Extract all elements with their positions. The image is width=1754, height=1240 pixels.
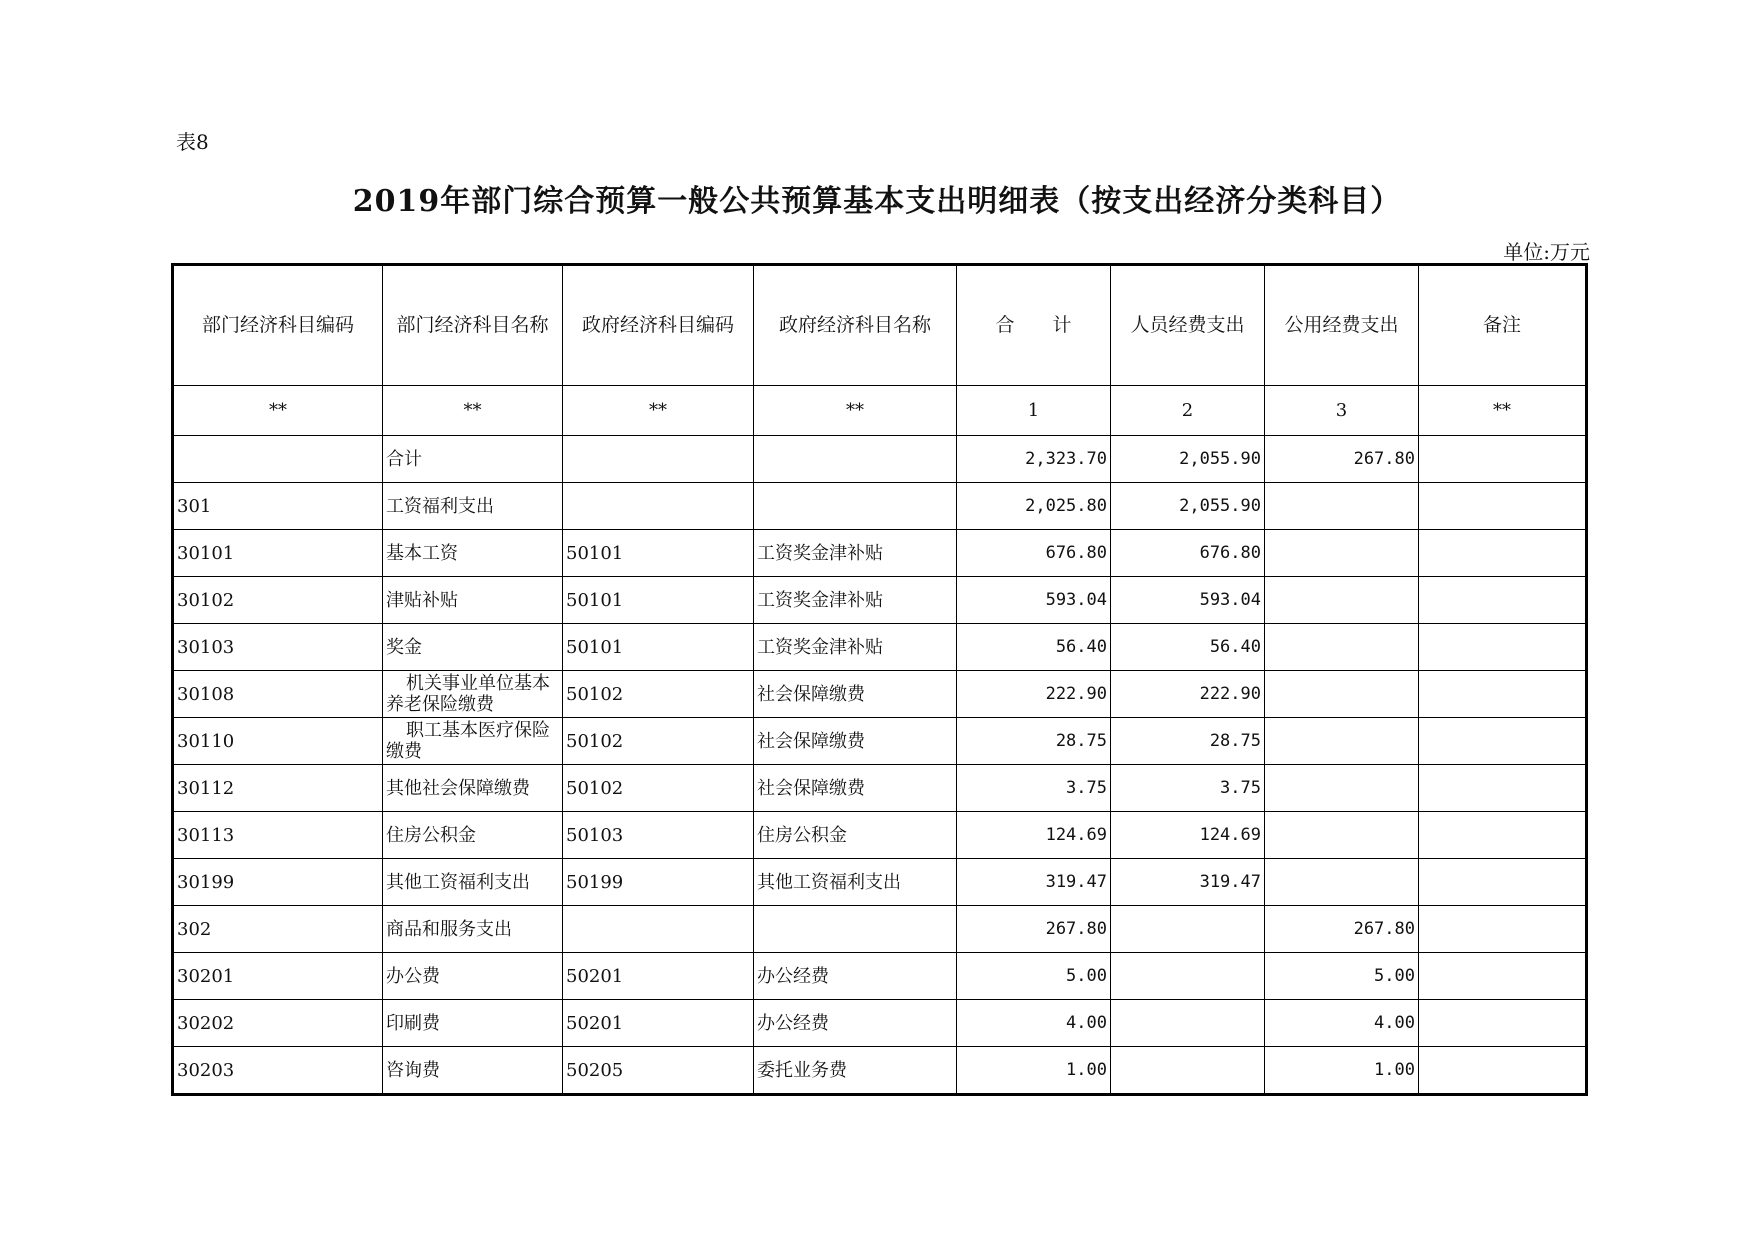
dept-name-cell: 商品和服务支出	[383, 906, 563, 953]
dept-name-cell: 合计	[383, 436, 563, 483]
note-cell	[1419, 436, 1587, 483]
public-cell: 267.80	[1265, 906, 1419, 953]
dept-code-cell: 30101	[173, 530, 383, 577]
dept-name-cell: 职工基本医疗保险缴费	[383, 718, 563, 765]
gov-name-cell: 工资奖金津补贴	[754, 577, 957, 624]
dept-name-cell: 咨询费	[383, 1047, 563, 1095]
gov-name-cell: 办公经费	[754, 1000, 957, 1047]
total-cell: 28.75	[957, 718, 1111, 765]
note-cell	[1419, 859, 1587, 906]
gov-name-cell: 其他工资福利支出	[754, 859, 957, 906]
table-row	[173, 436, 1587, 483]
table-row	[173, 483, 1587, 530]
index-cell: 2	[1111, 386, 1265, 436]
personnel-cell	[1111, 1047, 1265, 1095]
dept-code-cell: 30108	[173, 671, 383, 718]
dept-code-cell: 30202	[173, 1000, 383, 1047]
public-cell: 1.00	[1265, 1047, 1419, 1095]
public-cell	[1265, 718, 1419, 765]
gov-code-cell: 50101	[563, 530, 754, 577]
index-cell: 3	[1265, 386, 1419, 436]
personnel-cell: 56.40	[1111, 624, 1265, 671]
table-row	[173, 1047, 1587, 1095]
dept-name-cell: 基本工资	[383, 530, 563, 577]
index-cell: **	[1419, 386, 1587, 436]
dept-code-cell: 30102	[173, 577, 383, 624]
public-cell: 4.00	[1265, 1000, 1419, 1047]
gov-code-cell: 50103	[563, 812, 754, 859]
header-gov-code: 政府经济科目编码	[563, 265, 754, 386]
public-cell	[1265, 624, 1419, 671]
dept-code-cell: 30113	[173, 812, 383, 859]
dept-code-cell	[173, 436, 383, 483]
total-cell: 1.00	[957, 1047, 1111, 1095]
index-cell: 1	[957, 386, 1111, 436]
dept-code-cell: 30110	[173, 718, 383, 765]
table-row	[173, 953, 1587, 1000]
gov-name-cell: 社会保障缴费	[754, 718, 957, 765]
gov-code-cell: 50102	[563, 718, 754, 765]
gov-name-cell	[754, 906, 957, 953]
dept-code-cell: 30203	[173, 1047, 383, 1095]
total-cell: 56.40	[957, 624, 1111, 671]
gov-name-cell: 工资奖金津补贴	[754, 624, 957, 671]
index-cell: **	[383, 386, 563, 436]
public-cell	[1265, 483, 1419, 530]
note-cell	[1419, 624, 1587, 671]
dept-name-cell: 奖金	[383, 624, 563, 671]
public-cell	[1265, 765, 1419, 812]
index-cell: **	[754, 386, 957, 436]
table-row	[173, 906, 1587, 953]
gov-code-cell	[563, 906, 754, 953]
header-personnel: 人员经费支出	[1111, 265, 1265, 386]
table-row	[173, 1000, 1587, 1047]
dept-code-cell: 302	[173, 906, 383, 953]
gov-code-cell	[563, 483, 754, 530]
table-row	[173, 530, 1587, 577]
gov-name-cell: 社会保障缴费	[754, 765, 957, 812]
public-cell: 267.80	[1265, 436, 1419, 483]
total-cell: 2,323.70	[957, 436, 1111, 483]
dept-code-cell: 30112	[173, 765, 383, 812]
dept-name-cell: 机关事业单位基本养老保险缴费	[383, 671, 563, 718]
header-row	[173, 265, 1587, 386]
gov-code-cell: 50201	[563, 953, 754, 1000]
gov-code-cell: 50205	[563, 1047, 754, 1095]
table-row	[173, 577, 1587, 624]
table-row	[173, 812, 1587, 859]
dept-code-cell: 30201	[173, 953, 383, 1000]
document-title: 2019年部门综合预算一般公共预算基本支出明细表（按支出经济分类科目）	[352, 184, 1402, 219]
personnel-cell: 222.90	[1111, 671, 1265, 718]
public-cell	[1265, 671, 1419, 718]
header-dept-name: 部门经济科目名称	[383, 265, 563, 386]
gov-name-cell: 社会保障缴费	[754, 671, 957, 718]
gov-name-cell	[754, 436, 957, 483]
public-cell	[1265, 577, 1419, 624]
dept-code-cell: 30103	[173, 624, 383, 671]
total-cell: 5.00	[957, 953, 1111, 1000]
table-row	[173, 718, 1587, 765]
note-cell	[1419, 812, 1587, 859]
note-cell	[1419, 718, 1587, 765]
personnel-cell: 124.69	[1111, 812, 1265, 859]
header-public: 公用经费支出	[1265, 265, 1419, 386]
dept-code-cell: 30199	[173, 859, 383, 906]
note-cell	[1419, 671, 1587, 718]
total-cell: 4.00	[957, 1000, 1111, 1047]
personnel-cell	[1111, 1000, 1265, 1047]
gov-code-cell: 50199	[563, 859, 754, 906]
header-dept-code: 部门经济科目编码	[173, 265, 383, 386]
index-row	[173, 386, 1587, 436]
personnel-cell: 3.75	[1111, 765, 1265, 812]
personnel-cell: 2,055.90	[1111, 483, 1265, 530]
public-cell: 5.00	[1265, 953, 1419, 1000]
note-cell	[1419, 577, 1587, 624]
index-cell: **	[563, 386, 754, 436]
gov-code-cell	[563, 436, 754, 483]
note-cell	[1419, 953, 1587, 1000]
gov-code-cell: 50101	[563, 577, 754, 624]
gov-code-cell: 50201	[563, 1000, 754, 1047]
dept-name-cell: 住房公积金	[383, 812, 563, 859]
dept-name-cell: 其他社会保障缴费	[383, 765, 563, 812]
index-cell: **	[173, 386, 383, 436]
dept-name-cell: 印刷费	[383, 1000, 563, 1047]
header-note: 备注	[1419, 265, 1587, 386]
gov-name-cell: 工资奖金津补贴	[754, 530, 957, 577]
personnel-cell	[1111, 953, 1265, 1000]
personnel-cell: 2,055.90	[1111, 436, 1265, 483]
public-cell	[1265, 530, 1419, 577]
personnel-cell: 28.75	[1111, 718, 1265, 765]
gov-code-cell: 50101	[563, 624, 754, 671]
total-cell: 593.04	[957, 577, 1111, 624]
gov-code-cell: 50102	[563, 765, 754, 812]
dept-name-cell: 工资福利支出	[383, 483, 563, 530]
personnel-cell: 319.47	[1111, 859, 1265, 906]
public-cell	[1265, 859, 1419, 906]
table-row	[173, 671, 1587, 718]
total-cell: 267.80	[957, 906, 1111, 953]
header-gov-name: 政府经济科目名称	[754, 265, 957, 386]
dept-name-cell: 办公费	[383, 953, 563, 1000]
total-cell: 124.69	[957, 812, 1111, 859]
note-cell	[1419, 1047, 1587, 1095]
table-number: 表8	[176, 130, 209, 154]
note-cell	[1419, 530, 1587, 577]
total-cell: 319.47	[957, 859, 1111, 906]
personnel-cell: 676.80	[1111, 530, 1265, 577]
table-row	[173, 859, 1587, 906]
gov-name-cell	[754, 483, 957, 530]
budget-table	[171, 263, 1588, 1096]
total-cell: 676.80	[957, 530, 1111, 577]
public-cell	[1265, 812, 1419, 859]
total-cell: 2,025.80	[957, 483, 1111, 530]
table-row	[173, 765, 1587, 812]
total-cell: 222.90	[957, 671, 1111, 718]
gov-name-cell: 住房公积金	[754, 812, 957, 859]
personnel-cell	[1111, 906, 1265, 953]
note-cell	[1419, 906, 1587, 953]
note-cell	[1419, 483, 1587, 530]
note-cell	[1419, 765, 1587, 812]
total-cell: 3.75	[957, 765, 1111, 812]
dept-code-cell: 301	[173, 483, 383, 530]
gov-name-cell: 委托业务费	[754, 1047, 957, 1095]
table-body	[173, 265, 1587, 1095]
note-cell	[1419, 1000, 1587, 1047]
header-total: 合 计	[957, 265, 1111, 386]
gov-code-cell: 50102	[563, 671, 754, 718]
personnel-cell: 593.04	[1111, 577, 1265, 624]
gov-name-cell: 办公经费	[754, 953, 957, 1000]
dept-name-cell: 其他工资福利支出	[383, 859, 563, 906]
table-row	[173, 624, 1587, 671]
dept-name-cell: 津贴补贴	[383, 577, 563, 624]
unit-label: 单位:万元	[1503, 240, 1590, 264]
